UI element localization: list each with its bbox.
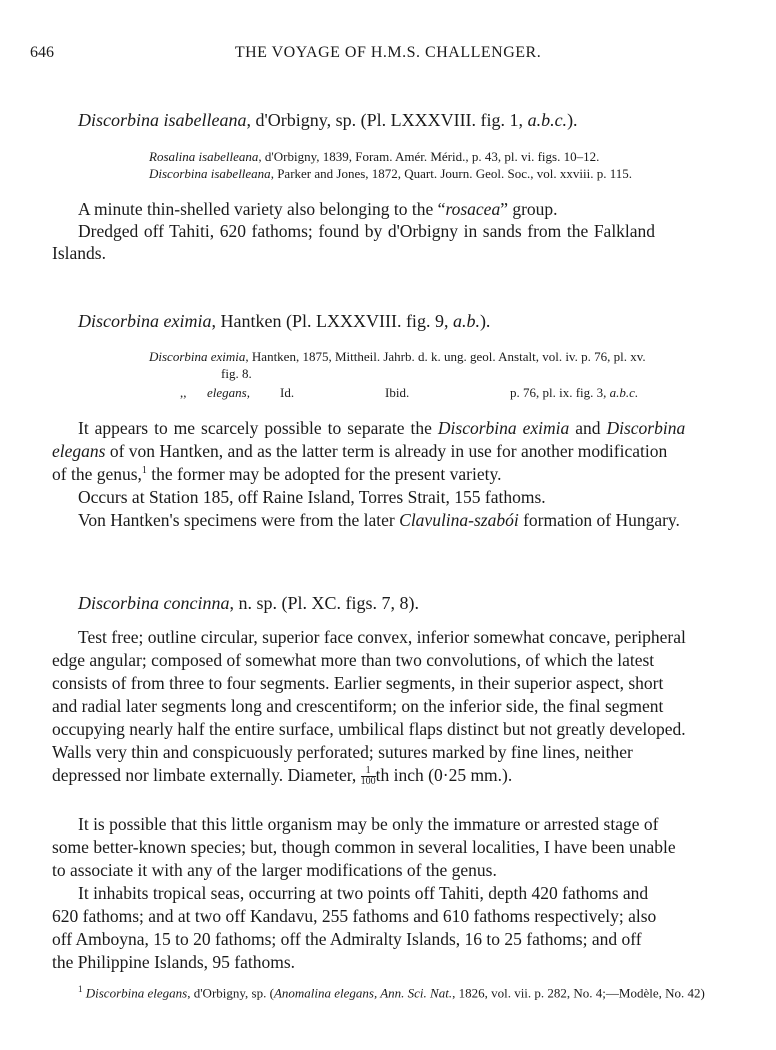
- footnote: $^1$ Discorbina elegans, d'Orbigny, sp. (Anomalina elegans, Ann. Sci. Nat., 1826, vol. vii. p. 282, No. 4;—Modèle, No. 42): [78, 984, 705, 1001]
- body-line: Test free; outline circular, superior face convex, inferior somewhat concave, peripheral: [78, 627, 686, 647]
- synonymy-line: Discorbina isabelleana, Parker and Jones, 1872, Quart. Journ. Geol. Soc., vol. xxviii. p. 115.: [149, 166, 632, 181]
- body-line: It inhabits tropical seas, occurring at two points off Tahiti, depth 420 fathoms and: [78, 883, 649, 903]
- species-heading-isabelleana: Discorbina isabelleana, d'Orbigny, sp. (Pl. LXXXVIII. fig. 1, a.b.c.).: [78, 110, 578, 130]
- body-line: depressed nor limbate externally. Diameter, $\frac{1}{100}$ th inch (0·25 mm.).: [52, 765, 513, 788]
- body-line: edge angular; composed of somewhat more than two convolutions, of which the latest: [52, 650, 655, 670]
- synonymy-ref: p. 76, pl. ix. fig. 3, a.b.c.: [510, 385, 639, 400]
- body-line: Dredged off Tahiti, 620 fathoms; found by d'Orbigny in sands from the Falkland: [78, 221, 656, 241]
- body-line: Walls very thin and conspicuously perforated; sutures marked by fine lines, neither: [52, 742, 633, 762]
- body-line: elegans of von Hantken, and as the latter term is already in use for another modification: [52, 441, 668, 461]
- body-line: Occurs at Station 185, off Raine Island, Torres Strait, 155 fathoms.: [78, 487, 546, 507]
- synonymy-line: fig. 8.: [221, 366, 252, 381]
- page-number: 646: [30, 44, 54, 61]
- synonymy-ditto-name: elegans,: [207, 385, 250, 400]
- body-line: consists of from three to four segments. Earlier segments, in their superior aspect, short: [52, 673, 664, 693]
- synonymy-id: Id.: [280, 385, 295, 400]
- body-line: some better-known species; but, though common in several localities, I have been unable: [52, 837, 676, 857]
- body-line: It is possible that this little organism may be only the immature or arrested stage of: [78, 814, 659, 834]
- footnote-ref-1[interactable]: 1: [141, 465, 147, 477]
- body-line: off Amboyna, 15 to 20 fathoms; off the Admiralty Islands, 16 to 25 fathoms; and off: [52, 929, 642, 949]
- synonymy-ditto-mark: ,,: [180, 385, 187, 400]
- body-line: Islands.: [52, 243, 106, 263]
- body-line: Von Hantken's specimens were from the later Clavulina-szabói formation of Hungary.: [78, 510, 680, 530]
- species-heading-concinna: Discorbina concinna, n. sp. (Pl. XC. figs. 7, 8).: [78, 593, 419, 613]
- body-line: of the genus,$^1$ the former may be adopted for the present variety.: [52, 464, 502, 484]
- body-line: to associate it with any of the larger modifications of the genus.: [52, 860, 497, 880]
- running-title: THE VOYAGE OF H.M.S. CHALLENGER.: [234, 44, 542, 61]
- body-line: occupying nearly half the entire surface, umbilical flaps distinct but not greatly developed.: [52, 719, 686, 739]
- body-line: and radial later segments long and crescentiform; on the inferior side, the final segment: [52, 696, 664, 716]
- body-line: It appears to me scarcely possible to separate the Discorbina eximia and Discorbina: [78, 418, 686, 438]
- species-heading-eximia: Discorbina eximia, Hantken (Pl. LXXXVIII. fig. 9, a.b.).: [78, 311, 491, 331]
- synonymy-line: Rosalina isabelleana, d'Orbigny, 1839, Foram. Amér. Mérid., p. 43, pl. vi. figs. 10–12.: [149, 149, 600, 164]
- fraction: $\frac{1}{100}$: [360, 765, 376, 788]
- synonymy-ibid: Ibid.: [385, 385, 410, 400]
- body-line: A minute thin-shelled variety also belonging to the “rosacea” group.: [78, 199, 558, 219]
- body-line: the Philippine Islands, 95 fathoms.: [52, 952, 296, 972]
- synonymy-line: Discorbina eximia, Hantken, 1875, Mittheil. Jahrb. d. k. ung. geol. Anstalt, vol. iv. p. 76, pl. xv.: [149, 349, 646, 364]
- body-line: 620 fathoms; and at two off Kandavu, 255 fathoms and 610 fathoms respectively; also: [52, 906, 657, 926]
